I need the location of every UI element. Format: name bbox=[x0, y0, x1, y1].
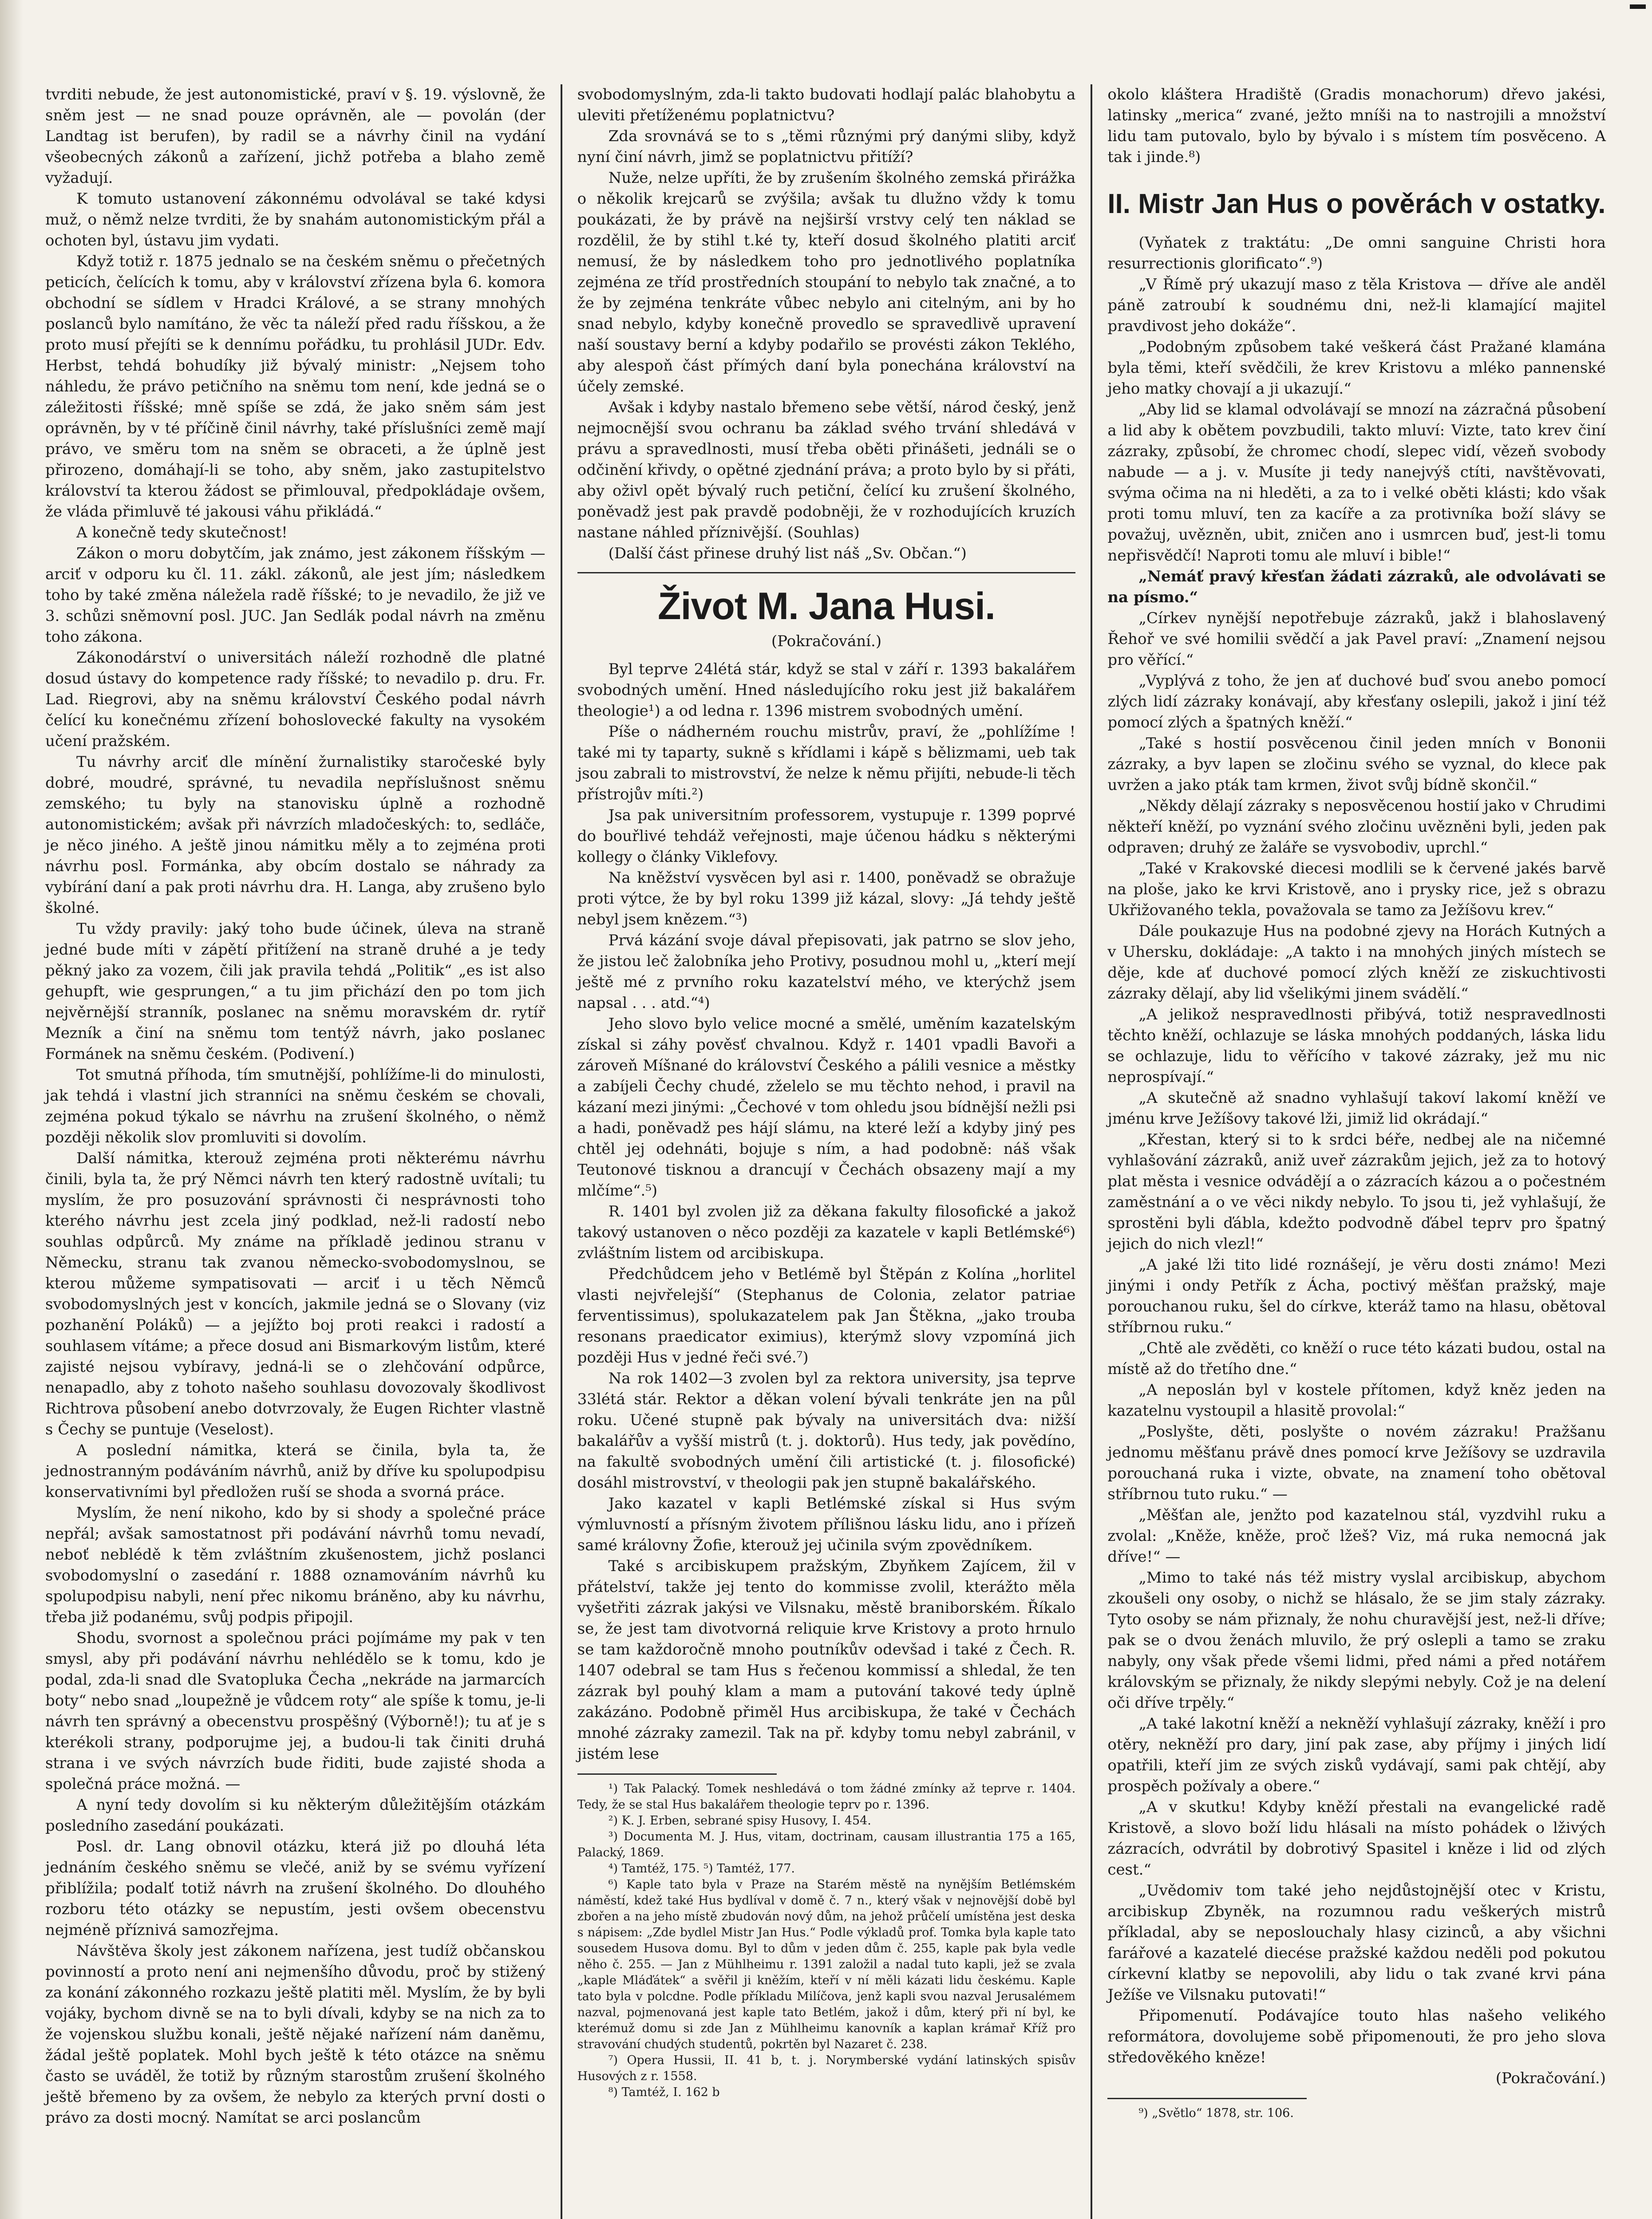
paragraph: Tu návrhy arciť dle mínění žurnalistiky staročeské byly dobré, moudré, správné, tu nevadila nepříslušnost sněmu zemského; tu byly na stanovisku úplně a rozhodně autonomistickém; avšak při návrzích mladočeských: to, sedláče, je něco jiného. A ještě jinou námitku měly a to zejména proti návrhu posl. Formánka, aby obcím dostalo se náhrady za vybírání daní a pak proti návrhu dra. H. Langa, aby zrušeno bylo školné. bbox=[45, 753, 545, 917]
paragraph: Návštěva školy jest zákonem nařízena, jest tudíž občanskou povinností a proto není ani nejmenšího důvodu, proč by stižený za konání zákonného rozkazu ještě platiti měl. Myslím, že by byli vojáky, bychom divně se na to byli dívali, kdyby se na nich za to že vojenskou službu konali, ještě nějaké nařízení nám daněmu, žádal ještě poplatek. Mohl bych ještě k této otázce na sněmu často se uváděl, že totiž by různým starostům zrušení školného ještě břemeno by za ovšem, že nebylo za kterých první dosti o právo za dosti mocný. Namítat se arci poslancům bbox=[45, 1942, 545, 2127]
paragraph: „A také lakotní kněží a nekněží vyhlašují zázraky, kněží i pro otěry, nekněží pro dary, jiní pak zase, aby příjmy i jiných lidí opatřili, kteří jim ze svých zisků vydávají, sami pak chtějí, aby prospěch požívaly a obere.“ bbox=[1107, 1715, 1606, 1795]
paragraph: „Křestan, který si to k srdci béře, nedbej ale na ničemné vyhlašování zázraků, aniž uveř zázrakům jejich, jež za to hotový plat města i vesnice odvádějí a o zázracích kázou a o počestném zaměstnání a o ve věci nikdy nebylo. To jsou ti, jež vyhlašují, že sprostěni byli ďábla, kdežto podvodně ďábel teprv pro špatný jejich do nich vlezl!“ bbox=[1107, 1131, 1606, 1253]
paragraph: „Mimo to také nás též mistry vyslal arcibiskup, abychom zkoušeli ony osoby, o nichž se hlásalo, že se jim staly zázraky. Tyto osoby se nám přiznaly, že nohu churavější jest, než-li dříve; pak se o dvou ženách mluvilo, že prý oslepli a tamo se zraku nabyly, ony však přede všemi lidmi, před námi a před notářem královským se přiznaly, že nikdy slepými nebyly. Což je na delení oči dříve trpěly.“ bbox=[1107, 1569, 1606, 1712]
corner-mark bbox=[1630, 4, 1646, 9]
column-2 bbox=[561, 84, 1091, 2219]
footnote: ¹) Tak Palacký. Tomek neshledává o tom žádné zmínky až teprve r. 1404. Tedy, že se stal Hus bakalářem theologie teprv po r. 1396. bbox=[577, 1782, 1076, 1812]
paragraph: „A neposlán byl v kostele přítomen, když kněz jeden na kazatelnu vystoupil a hlasitě provolal:“ bbox=[1107, 1381, 1606, 1420]
paragraph: „A jelikož nespravedlnosti přibývá, totiž nespravedlnosti těchto kněží, ochlazuje se láska mnohých poddaných, láska lidu se ochlazuje, lidu to věřícího v takové zázraky, jež mu nic neprospívají.“ bbox=[1107, 1006, 1606, 1086]
paragraph: Avšak i kdyby nastalo břemeno sebe větší, národ český, jenž nejmocnější svou ochranu ba základ svého trvání shledává v právu a spravedlnosti, musí třeba oběti přinášeti, jednáli se o odčinění křivdy, o opětné zjednání práva; a proto bylo by si přáti, aby oživl opět bývalý ruch petiční, čelící ku zrušení školného, poněvadž jest pak pravdě podobněji, že v rozhodujících kruzích nastane náhled příznivější. (Souhlas) bbox=[577, 399, 1076, 541]
paragraph: „A skutečně až snadno vyhlašují takoví lakomí kněží ve jménu krve Ježíšovy takové lži, jimiž lid okrádají.“ bbox=[1107, 1089, 1606, 1128]
paragraph: „Chtě ale zvěděti, co kněží o ruce této kázati budou, ostal na místě až do třetího dne.“ bbox=[1107, 1339, 1606, 1378]
paragraph: „Také s hostií posvěcenou činil jeden mních v Bononii zázraky, a byv lapen se zločinu svého se vyznal, do klece pak uvržen a jako pták tam krmen, život svůj bídně skončil.“ bbox=[1107, 734, 1606, 794]
paragraph: Byl teprve 24létá stár, když se stal v září r. 1393 bakalářem svobodných umění. Hned následujícího roku jest již bakalářem theologie¹) a od ledna r. 1396 mistrem svobodných umění. bbox=[577, 660, 1076, 720]
paragraph: Nuže, nelze upříti, že by zrušením školného zemská přirážka o několik krejcarů se zvýšila; avšak tu dlužno vždy k tomu poukázati, že by právě na nejširší vrstvy celý ten náklad se rozdělil, že by stihl t.ké ty, kteří dosud školného platiti arciť nemusí, že by následkem toho pro jednotlivého poplatníka zejména ze tříd prostředních stoupání to nebylo tak značné, a to že by zejména tenkráte vůbec nebylo ani citelným, ani by ho snad nebylo, kdyby konečně provedlo se spravedlivě upravení naší soustavy berní a kdyby podařilo se provésti zákon Teklého, aby alespoň část přímých daní byla ponechána království na účely zemské. bbox=[577, 169, 1076, 395]
paragraph: Na rok 1402—3 zvolen byl za rektora university, jsa teprve 33létá stár. Rektor a děkan volení bývali tenkráte jen na půl roku. Učené stupně pak bývaly na universitách dva: nižší bakalářův a vyšší mistrů (t. j. doktorů). Hus tedy, jak povědíno, na fakultě svobodných umění čili artistické (t. j. filosofické) dosáhl mistrovství, v theologii pak jen stupně bakalářského. bbox=[577, 1370, 1076, 1492]
paragraph: Dále poukazuje Hus na podobné zjevy na Horách Kutných a v Uhersku, dokládaje: „A takto i na mnohých jiných místech se děje, kde ať duchové pomocí zlých kněží ze ziskuchtivosti zázraky dělají, aby lid všelikými jinem svádělí.“ bbox=[1107, 922, 1606, 1003]
footnote-divider bbox=[1107, 2098, 1307, 2099]
paragraph: „Aby lid se klamal odvolávají se mnozí na zázračná působení a lid aby k obětem povzbudili, takto mluví: Vizte, tato krev činí zázraky, způsobí, že chromec chodí, slepec vidí, vězeň svobody nabude — a j. v. Musíte ji tedy nanejvýš ctíti, navštěvovati, svýma očima na ni hleděti, a za to i velké oběti klásti; kdo však proti tomu mluví, ten za kacíře a za protivníka boží slávy se považuj, uvězněn, ubit, zničen ano i usmrcen buď, jest-li tomu nepřisvědčí! Naproti tomu ale mluví i bible!“ bbox=[1107, 401, 1606, 565]
paragraph: Zákon o moru dobytčím, jak známo, jest zákonem říšským — arciť v odporu ku čl. 11. zákl. zákonů, ale jest jím; následkem toho by také změna náležela radě říšské; to je nevadilo, že již ve 3. schůzi sněmovní posl. JUC. Jan Sedlák podal návrh na změnu toho zákona. bbox=[45, 545, 545, 646]
article-title: II. Mistr Jan Hus o pověrách v ostatky. bbox=[1107, 189, 1606, 219]
footnote-divider bbox=[577, 1773, 777, 1775]
paragraph: „Měšťan ale, jenžto pod kazatelnou stál, vyzdvihl ruku a zvolal: „Kněže, kněže, proč lžeš? Viz, má ruka nemocná jak dříve!“ — bbox=[1107, 1506, 1606, 1566]
columns bbox=[30, 84, 1621, 2219]
paragraph: Na kněžství vysvěcen byl asi r. 1400, poněvadž se obražuje proti výtce, že by byl roku 1399 již kázal, slovy: „Já tehdy ještě nebyl jsem knězem.“³) bbox=[577, 869, 1076, 928]
paragraph: Připomenutí. Podávajíce touto hlas našeho velikého reformátora, dovolujeme sobě připomenouti, že pro jeho slova středověkého kněze! bbox=[1107, 2007, 1606, 2066]
page-edge-shadow bbox=[0, 0, 23, 2219]
paragraph: A nyní tedy dovolím si ku některým důležitějším otázkám posledního zasedání poukázati. bbox=[45, 1796, 545, 1835]
paragraph: A konečně tedy skutečnost! bbox=[76, 524, 288, 541]
paragraph: tvrditi nebude, že jest autonomistické, praví v §. 19. výslovně, že sněm jest — ne snad pouze oprávněn, ale — povolán (der Landtag ist berufen), by radil se a návrhy činil na vydání všeobecných zákonů a zařízení, jichž potřeba a blaho země vyžadují. bbox=[45, 86, 545, 187]
paragraph: R. 1401 byl zvolen již za děkana fakulty filosofické a jakož takový ustanoven o něco později za kazatele v kapli Betlémské⁶) zvláštním listem od arcibiskupa. bbox=[577, 1203, 1076, 1262]
footnote: ³) Documenta M. J. Hus, vitam, doctrinam, causam illustrantia 175 a 165, Palacký, 1869. bbox=[577, 1830, 1076, 1860]
paragraph: „A jaké lži tito lidé roznášejí, je věru dosti známo! Mezi jinými i ondy Petřík z Ácha, poctivý měšťan pražský, maje porouchanou ruku, šel do církve, kteráž tamo na hlasu, obětoval stříbrnou ruku.“ bbox=[1107, 1256, 1606, 1336]
paragraph: „Nemáť pravý křesťan žádati zázraků, ale odvolávati se na písmo.“ bbox=[1107, 568, 1606, 606]
paragraph: „V Římě prý ukazují maso z těla Kristova — dříve ale anděl páně zatroubí k soudnému dni, než-li klamající majitel pravdivost jeho dokáže“. bbox=[1107, 276, 1606, 335]
column-3 bbox=[1091, 84, 1621, 2219]
paragraph: Zákonodárství o universitách náleží rozhodně dle platné dosud ústavy do kompetence rady říšské; to nevadilo p. dru. Fr. Lad. Riegrovi, aby na sněmu království Českého podal návrh čelící ku konečnému zřízení bohoslovecké fakulty na vysokém učení pražském. bbox=[45, 649, 545, 750]
paragraph: Další námitka, kterouž zejména proti některému návrhu činili, byla ta, že prý Němci návrh ten který radostně uvítali; tu myslím, že pro posuzování správnosti či nesprávnosti toho kterého návrhu jest zcela jiný podklad, než-li radostí nebo souhlas odpůrců. My známe na příkladě jedinou stranu v Německu, stranu tak zvanou německo-svobodomyslnou, se kterou můžeme sympatisovati — arciť i u těch Němců svobodomyslných jest v koncích, jakmile jedná se o Slovany (viz pozhanění Poláků) — a jejížto boj proti reakci i radostí a souhlasem vítáme; a přece dosud ani Bismarkovým listům, které zajisté nejsou vybíravy, jedná-li se o zlehčování odpůrce, nenapadlo, aby z tohoto našeho souhlasu dovozovaly škodlivost Richtrova působení anebo dotvrzovaly, že Eugen Richter vlastně s Čechy se puntuje (Veselost). bbox=[45, 1149, 545, 1438]
paragraph: (Vyňatek z traktátu: „De omni sanguine Christi hora resurrectionis glorificato“.⁹) bbox=[1107, 234, 1606, 272]
paragraph: „Také v Krakovské diecesi modlili se k červené jakés barvě na ploše, jako ke krvi Kristově, ano i prysky rice, jež s obrazu Ukřižovaného tekla, považovala se tamo za Ježíšovu krev.“ bbox=[1107, 860, 1606, 919]
paragraph: „Vyplývá z toho, že jen ať duchové buď svou anebo pomocí zlých lidí zázraky konávají, aby křesťany oslepili, jakož i jiní též pomocí zlých a špatných kněží.“ bbox=[1107, 672, 1606, 731]
paragraph: „Někdy dělají zázraky s neposvěcenou hostií jako v Chrudimi někteří kněží, po vyznání svého zločinu uvězněni byli, jeden pak odpraven; druhý ze žaláře se vysvobodiv, uprchl.“ bbox=[1107, 797, 1606, 857]
footnote: ⁷) Opera Hussii, II. 41 b, t. j. Norymberské vydání latinských spisův Husových z r. 1558. bbox=[577, 2053, 1076, 2083]
footnote: ⁶) Kaple tato byla v Praze na Starém městě na nynějším Betlémském náměstí, kdež také Hus bydlíval v domě č. 7 n., který však v nejnovější době byl zbořen a na jeho místě zbudován nový dům, na jehož průčelí umístěna jest deska s nápisem: „Zde bydlel Mistr Jan Hus.“ Podle výkladů prof. Tomka byla kaple tato sousedem Husova domu. Byl to dům v jeden dům č. 255, kaple pak byla vedle něho č. 255. — Jan z Mühlheimu r. 1391 založil a nadal tuto kapli, jež se zvala „kaple Mláďátek“ a svěřil ji kněžím, kteří v ní měli kázati lidu českému. Kaple tato byla v polcdne. Podle příkladu Milíčova, jenž kapli svou nazval Jerusalémem nazval, pojmenovaná jest kaple tato Betlém, jakož i dům, který při ní byl, ke kterémuž domu si zde Jan z Mühlheimu kanovník a kaplan krámař Kříž pro stravování chudých studentů, pokrtěn byl Nazaret č. 238. bbox=[577, 1878, 1076, 2051]
footnote: ⁴) Tamtéž, 175. ⁵) Tamtéž, 177. bbox=[608, 1862, 795, 1875]
paragraph: Posl. dr. Lang obnovil otázku, která již po dlouhá léta jednáním českého sněmu se vlečé, aniž by se svému vyřízení přiblížila; podalť totiž návrh na zrušení školného. Do dlouhého rozboru této otázky se nepustím, jesti ovšem obecenstvu nejméně příznivá samozřejma. bbox=[45, 1838, 545, 1939]
continuation-note: (Další část přinese druhý list náš „Sv. Občan.“) bbox=[608, 545, 967, 562]
paragraph: „A v skutku! Kdyby kněží přestali na evangelické radě Kristově, a slovo boží lidu hlásali na místo pohádek o lživých zázracích, odvrátil by dobrotivý Spasitel i kněze i lid od zlých cest.“ bbox=[1107, 1798, 1606, 1879]
footnote: ⁹) „Světlo“ 1878, str. 106. bbox=[1138, 2106, 1294, 2120]
paragraph: Zda srovnává se to s „těmi různými prý danými sliby, když nyní činí návrh, jimž se poplatnictvu přitíží? bbox=[577, 127, 1076, 166]
section-divider bbox=[577, 572, 1076, 573]
footnote: ²) K. J. Erben, sebrané spisy Husovy, I. 454. bbox=[608, 1814, 871, 1828]
continuation-note: (Pokračování.) bbox=[1495, 2069, 1606, 2087]
paragraph: okolo kláštera Hradiště (Gradis monachorum) dřevo jakési, latinsky „merica“ zvané, ježto mníši na to nastrojili a množství lidu tam putovalo, bylo by bývalo i s místem tím posvěceno. A tak i jinde.⁸) bbox=[1107, 86, 1606, 166]
paragraph: „Církev nynější nepotřebuje zázraků, jakž i blahoslavený Řehoř ve své homilii svědčí a jak Pavel praví: „Znamení nejsou pro věřící.“ bbox=[1107, 609, 1606, 669]
paragraph: „Poslyšte, děti, poslyšte o novém zázraku! Pražšanu jednomu měšťanu právě dnes pomocí krve Ježíšovy se uzdravila porouchaná ruka i vizte, obvate, na znamení toho obětoval stříbrnou tuto ruku.“ — bbox=[1107, 1423, 1606, 1503]
article-title: Život M. Jana Husi. bbox=[658, 585, 995, 628]
footnote: ⁸) Tamtéž, I. 162 b bbox=[608, 2085, 720, 2099]
paragraph: Jako kazatel v kapli Betlémské získal si Hus svým výmluvností a přísným životem přílišnou lásku lidu, ano i přízeň samé královny Žofie, kterouž jej učinila svým zpovědníkem. bbox=[577, 1495, 1076, 1554]
paragraph: Myslím, že není nikoho, kdo by si shody a společné práce nepřál; avšak samostatnost při podávání návrhů tomu nevadí, neboť neblédě k těm zvláštním zkušenostem, jichž poslanci svobodomyslní o zasedání r. 1888 oznamováním návrhů ku spolupodpisu nabyli, není přec nikomu bráněno, aby ku návrhu, třeba již podanému, svůj podpis připojil. bbox=[45, 1504, 545, 1626]
article-subtitle: (Pokračování.) bbox=[771, 632, 882, 650]
paragraph: Tot smutná příhoda, tím smutnější, pohlížíme-li do minulosti, jak tehdá i vlastní jich stranníci na sněmu českém se chovali, zejména pokud týkalo se návrhu na zrušení školného, o němž později několik slov promluviti si dovolím. bbox=[45, 1066, 545, 1146]
column-1 bbox=[30, 84, 561, 2219]
paragraph: Jeho slovo bylo velice mocné a smělé, uměním kazatelským získal si záhy pověsť chvalnou. Když r. 1401 vpadli Bavoři a zároveň Míšnané do království Českého a pálili vesnice a městky a zabíjeli Čechy chudé, zželelo se mu těchto nehod, i pravil na kázaní mezi jinými: „Čechové v tom ohledu jsou bídnější nežli psi a hadi, poněvadž pes hájí slámu, na které leží a kdyby jiný pes chtěl jej odehnáti, bojuje s ním, a had podobně: náš však Teutonové tisknou a drancují v Čechách obsazeny mají a my mlčíme“.⁵) bbox=[577, 1015, 1076, 1200]
paragraph: „Uvědomiv tom také jeho nejdůstojnější otec v Kristu, arcibiskup Zbyněk, na rozumnou radu veškerých mistrů příkladal, aby se neposlouchaly hlasy cizinců, a aby všichni farářové a kazatelé diecése pražské každou neděli pod pokutou církevní klatby se nepovolili, aby lidu o tak zvané krvi pána Ježíše ve Vilsnaku putovati!“ bbox=[1107, 1882, 1606, 2004]
paragraph: Tu vždy pravily: jaký toho bude účinek, úleva na straně jedné bude míti v zápětí přitížení na straně druhé a je tedy pěkný jako za vozem, čili jak pravila tehdá „Politik“ „es ist also gehupft, wie gesprungen,“ a tu jim přichází den po tom jich nejvěrnější stranník, poslanec na sněmu moravském dr. rytíř Mezník a činí na sněmu tom tentýž návrh, jako poslanec Formánek na sněmu českém. (Podivení.) bbox=[45, 920, 545, 1063]
paragraph: Jsa pak universitním professorem, vystupuje r. 1399 poprvé do bouřlivé tehdáž veřejnosti, maje účenou hádku s některými kollegy o články Viklefovy. bbox=[577, 806, 1076, 866]
paragraph: Shodu, svornost a společnou práci pojímáme my pak v ten smysl, aby při podávání návrhu nehlédělo se k tomu, kdo je podal, zda-li snad dle Svatopluka Čecha „nekráde na jarmarcích boty“ nebo snad „loupežně je vůdcem roty“ ale spíše k tomu, je-li návrh ten správný a obecenstvu prospěšný (Výborně!); tu ať je s kterékoli strany, podporujme jej, a budou-li tak činiti druhá strana i ve svých návrzích bude řiditi, bude zajisté shoda a společná práce možná. — bbox=[45, 1629, 545, 1793]
paragraph: Když totiž r. 1875 jednalo se na českém sněmu o přečetných peticích, čelících k tomu, aby v království zřízena byla 6. komora obchodní se sídlem v Hradci Králové, a se strany mnohých poslanců bylo namítáno, že věc ta náleží před radu říšskou, a že proto musí přejíti se k dennímu pořádku, tu prohlásil JUDr. Edv. Herbst, tehdá bohudíky již bývalý ministr: „Nejsem toho náhledu, že právo petičního na sněmu tom není, kde jedná se o záležitosti říšské; mně spíše se zdá, že jako sněm sám jest oprávněn, by v té příčině činil návrhy, také příslušníci země mají právo, ve směru tom na sněm se obraceti, a že úplně jest přirozeno, domáhají-li se toho, aby sněm, jako zastupitelstvo království ta kterou žádost se přimlouval, předpokládaje ovšem, že vláda přimluvě té jakousi váhu přikládá.“ bbox=[45, 253, 545, 521]
paragraph: Předchůdcem jeho v Betlémě byl Štěpán z Kolína „horlitel vlasti nejvřelejší“ (Stephanus de Colonia, zelator patriae ferventissimus), spolukazatelem pak Jan Štěkna, „jako trouba resonans praedicator eximius), kterýmž slovy vzpomíná jich později Hus v jedné řeči své.⁷) bbox=[577, 1265, 1076, 1366]
paragraph: „Podobným způsobem také veškerá část Pražané klamána byla těmi, kteří svědčili, že krev Kristovu a mléko pannenské jeho matky chovají a ji ukazují.“ bbox=[1107, 338, 1606, 398]
paragraph: svobodomyslným, zda-li takto budovati hodlají palác blahobytu a uleviti přetíženému poplatnictvu? bbox=[577, 86, 1076, 124]
paragraph: K tomuto ustanovení zákonnému odvolával se také kdysi muž, o němž nelze tvrditi, že by snahám autonomistickým přál a ochoten byl, ústavu jim vydati. bbox=[45, 190, 545, 249]
paragraph: Píše o nádherném rouchu mistrův, praví, že „pohlížíme ! také mi ty taparty, sukně s křídlami i kápě s bělizmami, ueb tak jsou zabrali to mistrovství, že nelze k němu přijíti, nebude-li těch přístrojův míti.²) bbox=[577, 723, 1076, 803]
paragraph: Prvá kázání svoje dával přepisovati, jak patrno se slov jeho, že jistou leč žalobníka jeho Protivy, posudnou mohl u, „kterí mejí ještě mé z prvního roku kazatelství mého, ve kterýchž jsem napsal . . . atd.“⁴) bbox=[577, 932, 1076, 1012]
paragraph: Také s arcibiskupem pražským, Zbyňkem Zajícem, žil v přátelství, takže jej tento do kommisse zvolil, kterážto měla vyšetřiti zázrak jakýsi ve Vilsnaku, městě braniborském. Říkalo se, že jest tam divotvorná reliquie krve Kristovy a proto hrnulo se tam každoročně mnoho poutníkův odevšad i také z Čech. R. 1407 odebral se tam Hus s řečenou kommissí a shledal, že ten zázrak byl pouhý klam a mam a putování takové tedy úplně zakázáno. Podobně přiměl Hus arcibiskupa, že také v Čechách mnohé zázraky zamezil. Tak na př. kdyby tomu nebyl zabránil, v jistém lese bbox=[577, 1557, 1076, 1763]
paragraph: A poslední námitka, která se činila, byla ta, že jednostranným podáváním návrhů, aniž by dříve ku spolupodpisu konservativními byl předložen ruší se shoda a svorná práce. bbox=[45, 1441, 545, 1501]
